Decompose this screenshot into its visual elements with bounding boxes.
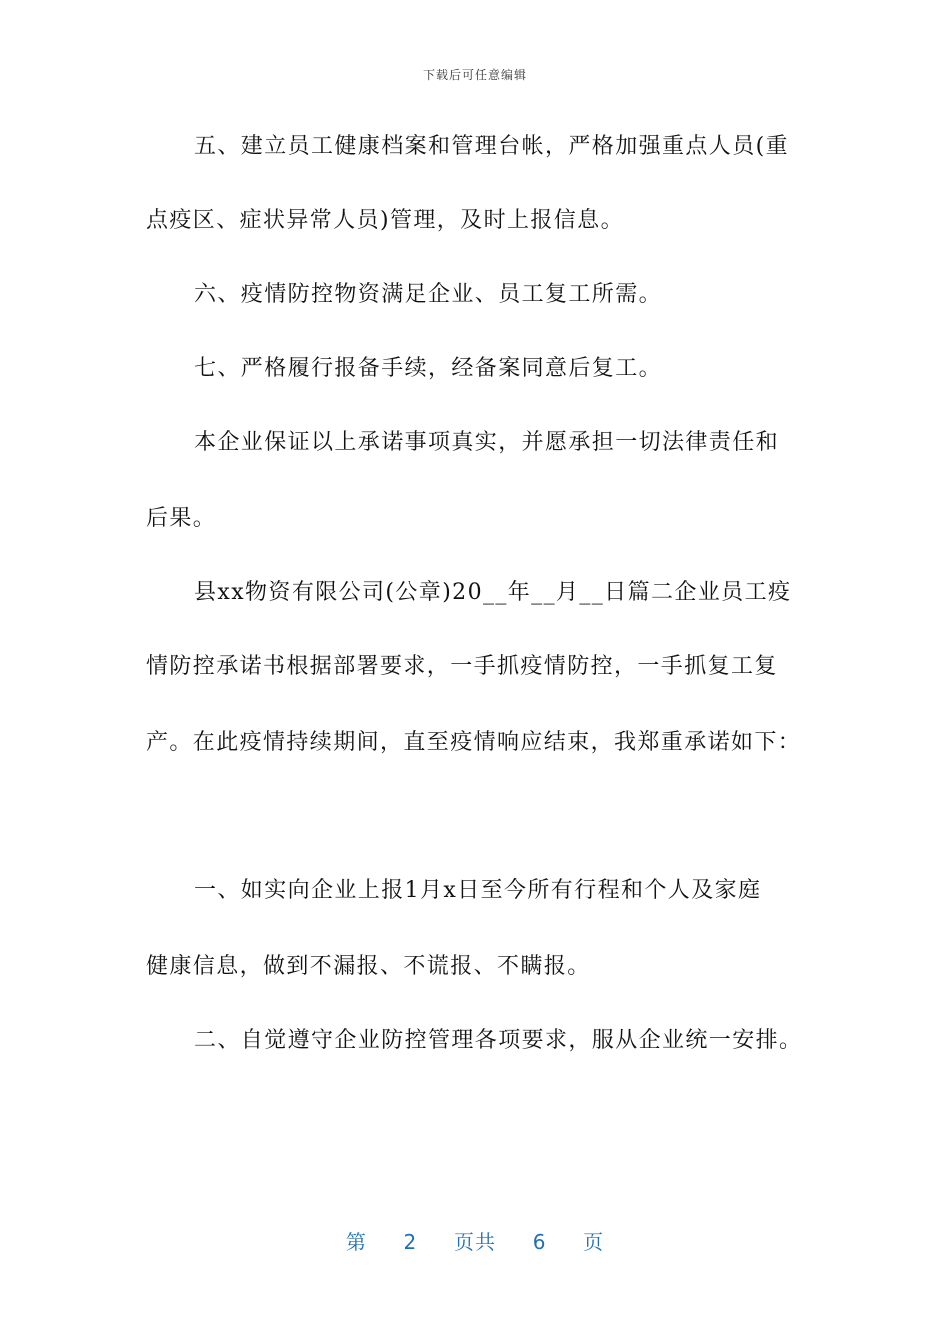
paragraph-line: 七、严格履行报备手续，经备案同意后复工。 [194, 356, 663, 381]
page-suffix: 页 [583, 1230, 605, 1254]
paragraph-line: 产。在此疫情持续期间，直至疫情响应结束，我郑重承诺如下： [146, 730, 802, 755]
page-prefix: 第 [345, 1230, 367, 1254]
page-footer [0, 1226, 950, 1255]
paragraph-line: 五、建立员工健康档案和管理台帐，严格加强重点人员(重 [194, 134, 789, 159]
paragraph-line: 情防控承诺书根据部署要求，一手抓疫情防控，一手抓复工复 [146, 654, 778, 679]
header-note: 下载后可任意编辑 [422, 68, 527, 82]
paragraph-line: 一、如实向企业上报1月x日至今所有行程和个人及家庭 [194, 878, 762, 903]
page-number: 2 [403, 1230, 418, 1254]
paragraph-line: 本企业保证以上承诺事项真实，并愿承担一切法律责任和 [194, 430, 780, 455]
page-total: 6 [532, 1230, 547, 1254]
paragraph-line: 县xx物资有限公司(公章)20__年__月__日篇二企业员工疫 [194, 580, 792, 605]
paragraph-line: 六、疫情防控物资满足企业、员工复工所需。 [194, 282, 663, 307]
paragraph-line: 二、自觉遵守企业防控管理各项要求，服从企业统一安排。 [194, 1028, 803, 1053]
paragraph-line: 后果。 [146, 506, 217, 531]
paragraph-line: 点疫区、症状异常人员)管理，及时上报信息。 [146, 208, 624, 233]
page-middle: 页共 [454, 1230, 496, 1254]
paragraph-line: 健康信息，做到不漏报、不谎报、不瞒报。 [146, 954, 591, 979]
